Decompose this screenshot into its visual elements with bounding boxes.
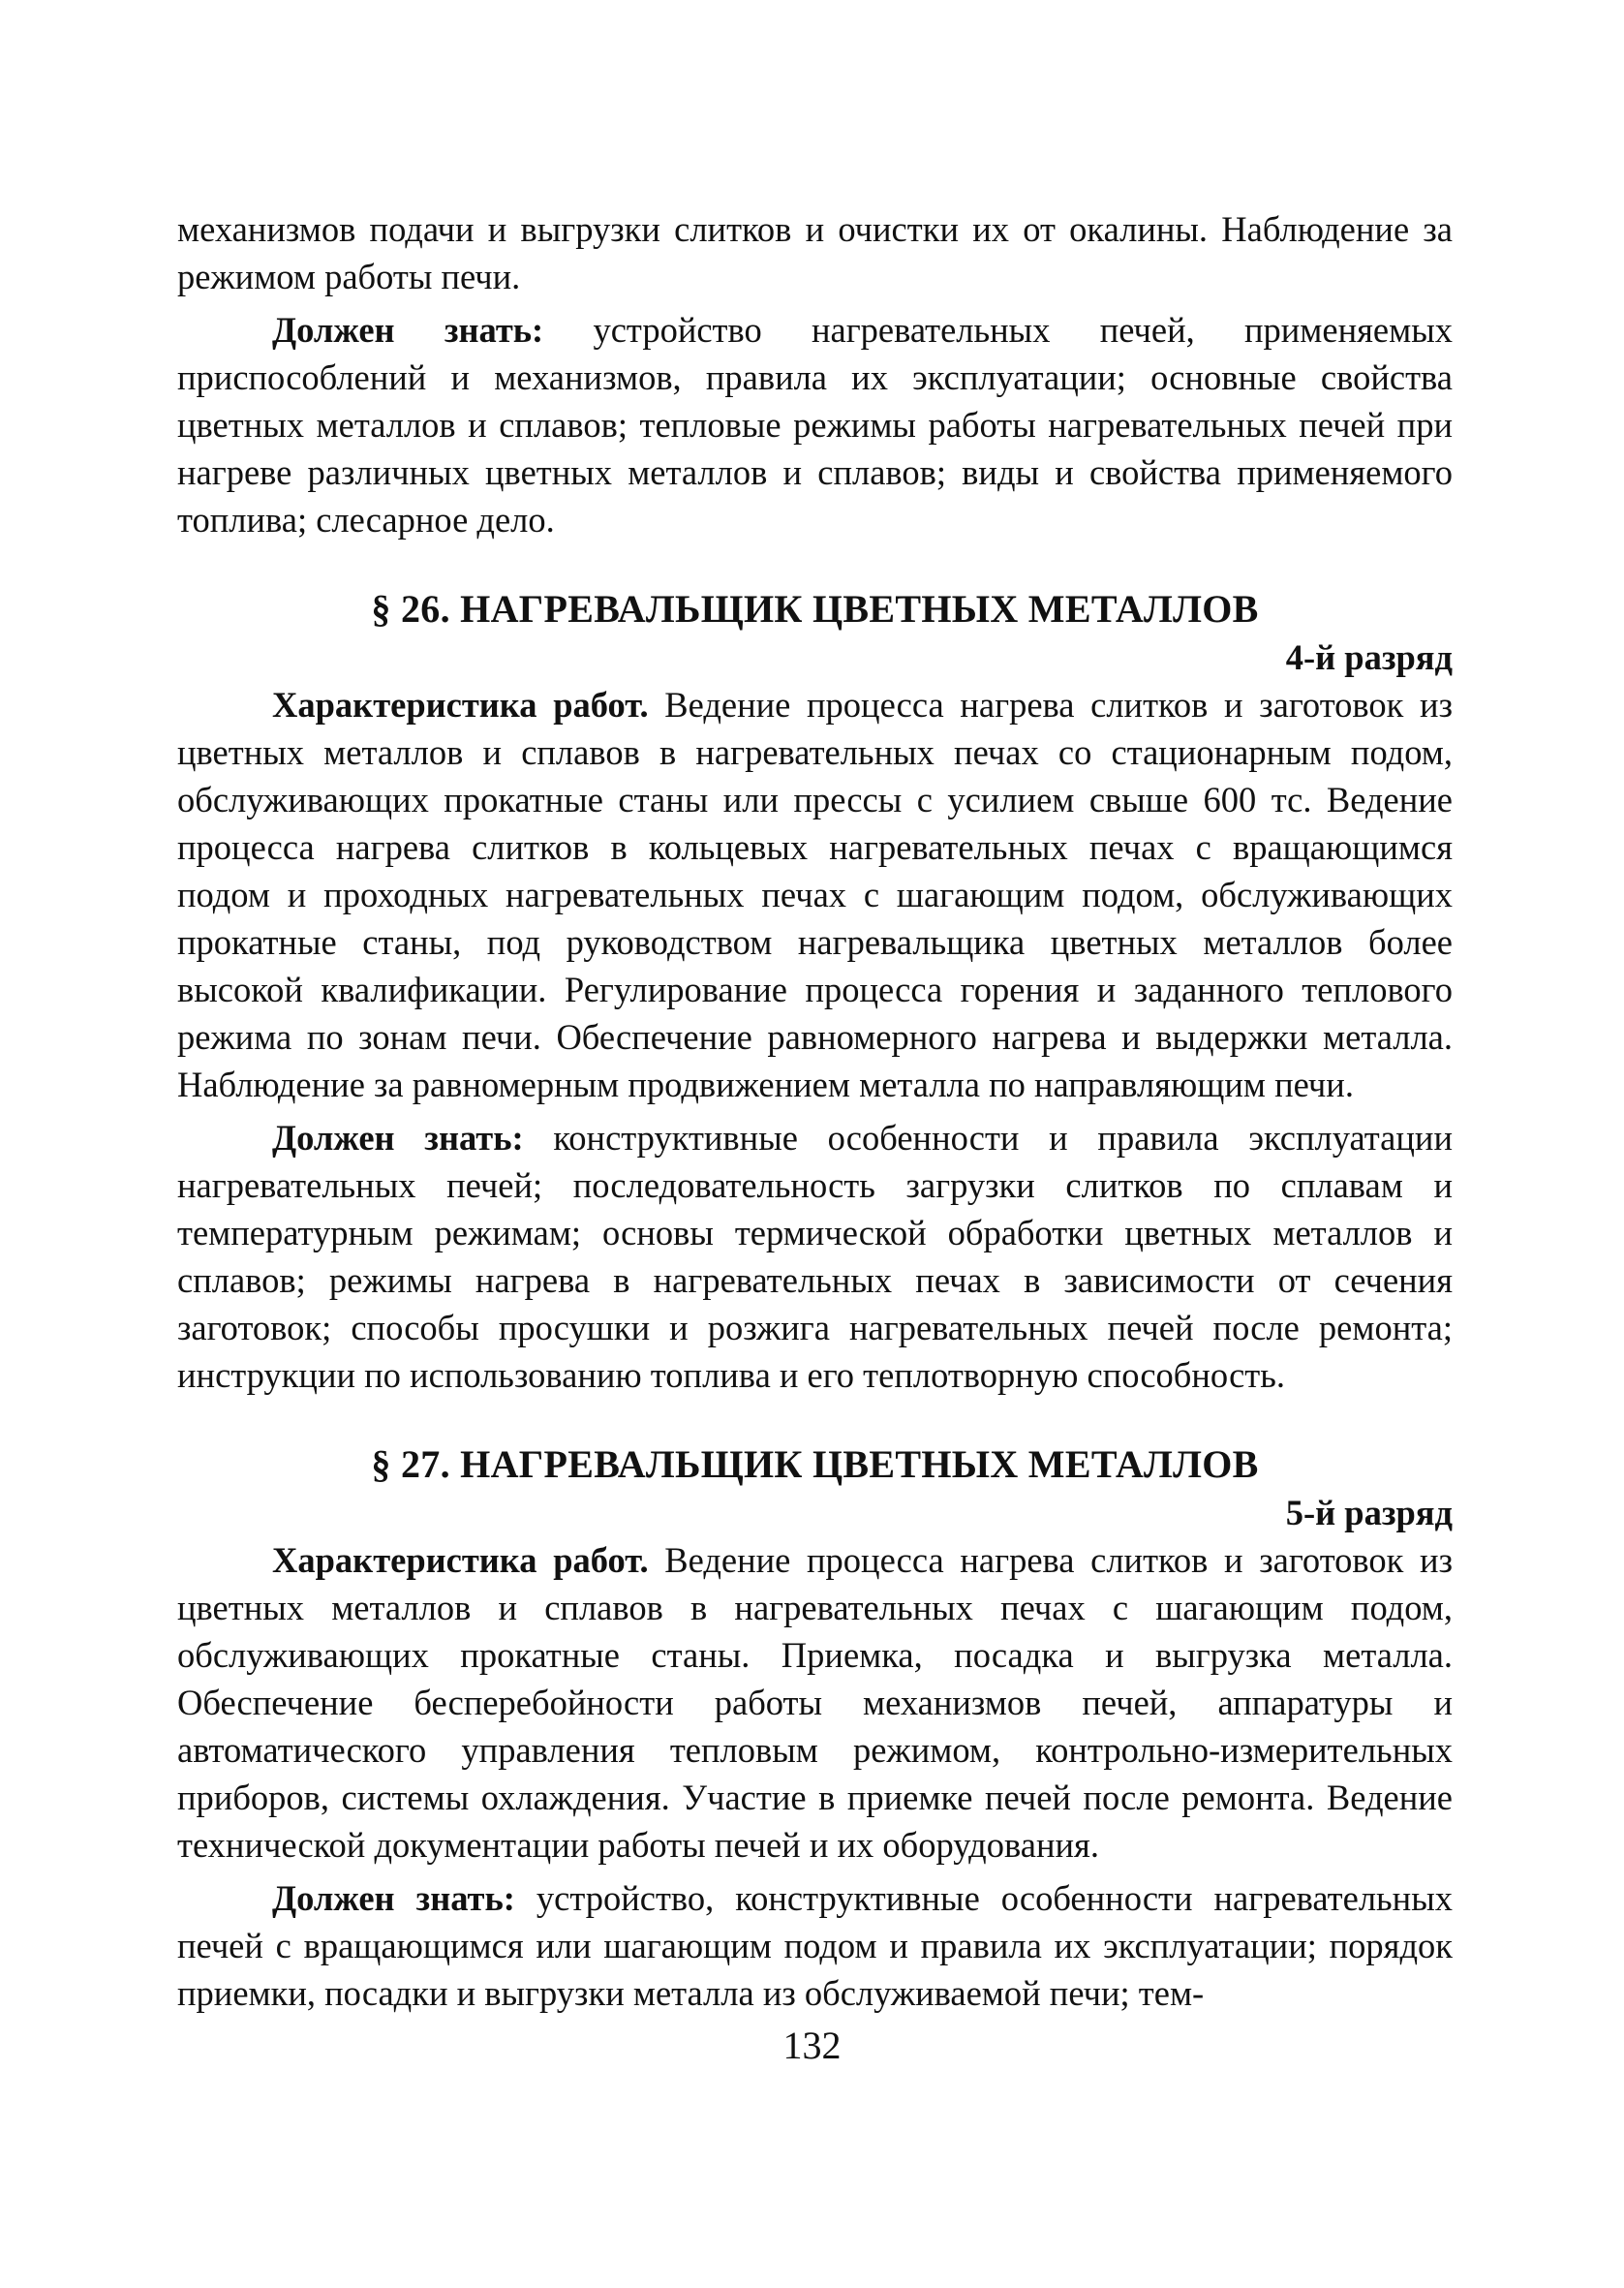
section-26-grade: 4-й разряд: [1285, 637, 1453, 677]
section-26-knowledge-paragraph: [177, 1114, 1453, 1399]
intro-knowledge-label: Должен знать:: [272, 310, 544, 350]
section-27-heading: § 27. НАГРЕВАЛЬЩИК ЦВЕТНЫХ МЕТАЛЛОВ: [371, 1442, 1259, 1486]
intro-continuation: механизмов подачи и выгрузки слитков и очистки их от окалины. Наблюдение за режимом работы печи.: [177, 209, 1453, 296]
section-27-work-paragraph: [177, 1536, 1453, 1869]
page-content: [177, 205, 1453, 2017]
section-26-work-paragraph: [177, 681, 1453, 1108]
section-26-heading: § 26. НАГРЕВАЛЬЩИК ЦВЕТНЫХ МЕТАЛЛОВ: [371, 587, 1259, 631]
section-26-knowledge-text: конструктивные особенности и правила эксплуатации нагревательных печей; последовательность загрузки слитков по сплавам и температурным режимам; основы термической обработки цветных металлов и сплавов; режимы нагрева в нагревательных печах в зависимости от сечения заготовок; способы просушки и розжига нагревательных печей после ремонта; инструкции по использованию топлива и его теплотворную способность.: [177, 1118, 1453, 1395]
section-26-knowledge-label: Должен знать:: [272, 1118, 524, 1158]
page-number: 132: [782, 2024, 842, 2067]
section-26-work-text: Ведение процесса нагрева слитков и заготовок из цветных металлов и сплавов в нагревательных печах со стационарным подом, обслуживающих прокатные станы или прессы с усилием свыше 600 тс. Ведение процесса нагрева слитков в кольцевых нагревательных печах с вращающимся подом и проходных нагревательных печах с шагающим подом, обслуживающих прокатные станы, под руководством нагревальщика цветных металлов более высокой квалификации. Регулирование процесса горения и заданного теплового режима по зонам печи. Обеспечение равномерного нагрева и выдержки металла. Наблюдение за равномерным продвижением металла по направляющим печи.: [177, 685, 1453, 1104]
intro-knowledge-paragraph: [177, 306, 1453, 543]
section-27-knowledge-text: устройство, конструктивные особенности нагревательных печей с вращающимся или шагающим подом и правила их эксплуатации; порядок приемки, посадки и выгрузки металла из обслуживаемой печи; тем-: [177, 1878, 1453, 2013]
section-26-work-label: Характеристика работ.: [272, 685, 649, 725]
intro-knowledge-text: устройство нагревательных печей, применяемых приспособлений и механизмов, правила их эксплуатации; основные свойства цветных металлов и сплавов; тепловые режимы работы нагревательных печей при нагреве различных цветных металлов и сплавов; виды и свойства применяемого топлива; слесарное дело.: [177, 310, 1454, 540]
section-27-knowledge-label: Должен знать:: [272, 1878, 515, 1918]
section-27-work-label: Характеристика работ.: [272, 1540, 649, 1580]
section-27-knowledge-paragraph: [177, 1874, 1453, 2017]
section-27-work-text: Ведение процесса нагрева слитков и заготовок из цветных металлов и сплавов в нагревательных печах с шагающим подом, обслуживающих прокатные станы. Приемка, посадка и выгрузка металла. Обеспечение бесперебойности работы механизмов печей, аппаратуры и автоматического управления тепловым режимом, контрольно-измерительных приборов, системы охлаждения. Участие в приемке печей после ремонта. Ведение технической документации работы печей и их оборудования.: [177, 1540, 1453, 1865]
section-27-grade: 5-й разряд: [1285, 1493, 1453, 1532]
